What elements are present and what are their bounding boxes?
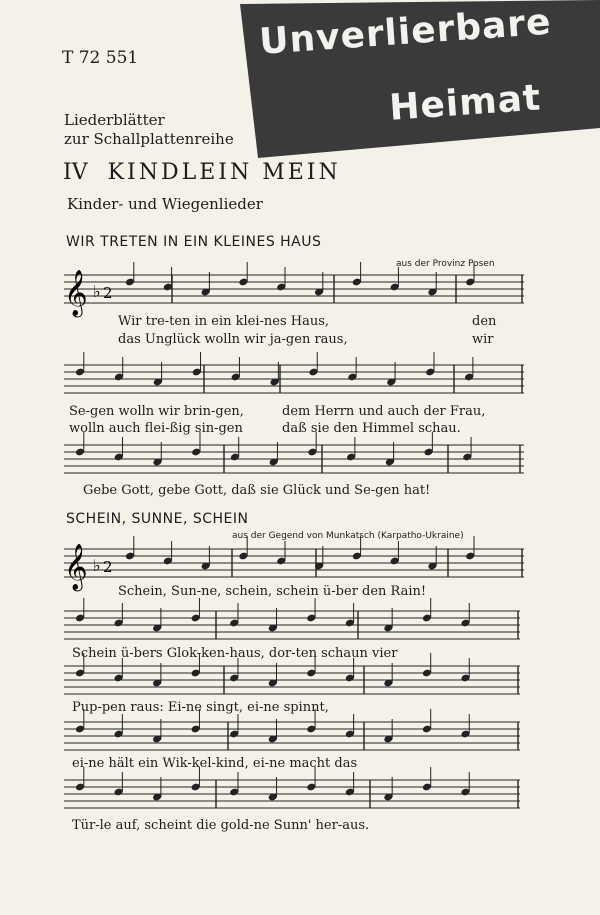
song1-lyric-2b: wolln auch flei-ßig sin-gen — [69, 421, 243, 436]
volume-number: IV — [63, 160, 88, 185]
time-signature: 2 — [103, 558, 113, 576]
treble-clef-icon — [64, 270, 88, 318]
song1-lyric-2a: Se-gen wolln wir brin-gen, — [69, 404, 244, 419]
song1-lyric-1d: wir — [472, 332, 494, 347]
song2-lyric-3: Pup-pen raus: Ei-ne singt, ei-ne spinnt, — [72, 700, 329, 715]
series-line1: Liederblätter — [64, 111, 165, 129]
song2-origin: aus der Gegend von Munkatsch (Karpatho-Ukraine) — [232, 531, 464, 541]
volume-subtitle: Kinder- und Wiegenlieder — [67, 195, 263, 213]
song1-origin: aus der Provinz Posen — [396, 259, 495, 269]
treble-clef-icon — [64, 544, 88, 592]
song1-lyric-3: Gebe Gott, gebe Gott, daß sie Glück und Se-gen hat! — [83, 483, 431, 498]
svg-text:𝄞: 𝄞 — [64, 270, 88, 316]
song2-lyric-5: Tür-le auf, scheint die gold-ne Sunn' her-aus. — [72, 818, 370, 833]
brand-title-line1: Unverlierbare — [258, 1, 553, 63]
song1-lyric-1c: den — [472, 314, 497, 329]
song2-lyric-4: ei-ne hält ein Wik-kel-kind, ei-ne macht das — [72, 756, 358, 771]
song2-title: SCHEIN, SUNNE, SCHEIN — [66, 511, 249, 527]
song1-title: WIR TRETEN IN EIN KLEINES HAUS — [66, 234, 322, 250]
brand-title-line2: Heimat — [388, 77, 543, 129]
song1-lyric-1a: Wir tre-ten in ein klei-nes Haus, — [118, 314, 330, 329]
song1-lyric-1b: das Unglück wolln wir ja-gen raus, — [118, 332, 348, 347]
flat-icon: ♭ — [93, 282, 101, 301]
song2-lyric-1: Schein, Sun-ne, schein, schein ü-ber den Rain! — [118, 584, 427, 599]
series-line2: zur Schallplattenreihe — [64, 130, 234, 148]
song1-lyric-2d: daß sie den Himmel schau. — [282, 421, 461, 436]
svg-text:𝄞: 𝄞 — [64, 544, 88, 590]
staff-lines — [64, 275, 524, 808]
flat-icon: ♭ — [93, 556, 101, 575]
song2-lyric-2: Schein ü-bers Glok-ken-haus, dor-ten schaun vier — [72, 646, 398, 661]
song1-lyric-2c: dem Herrn und auch der Frau, — [282, 404, 486, 419]
volume-title: KINDLEIN MEIN — [107, 160, 341, 185]
catalog-number: T 72 551 — [62, 48, 139, 68]
time-signature: 2 — [103, 284, 113, 302]
